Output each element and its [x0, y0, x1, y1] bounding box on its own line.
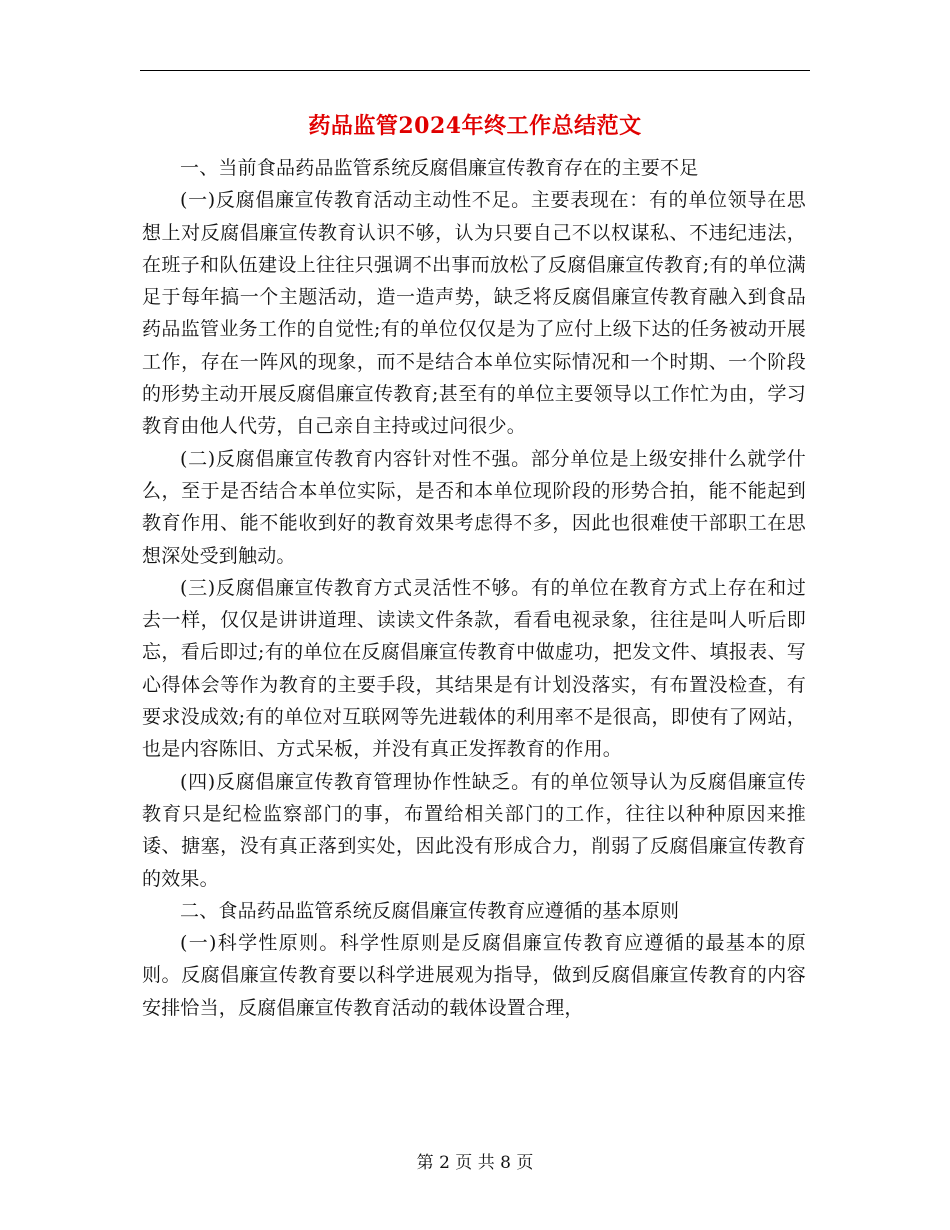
document-title: 药品监管2024年终工作总结范文 — [308, 113, 642, 139]
page-number-footer: 第 2 页 共 8 页 — [416, 1153, 534, 1173]
paragraph-5: (一)科学性原则。科学性原则是反腐倡廉宣传教育应遵循的最基本的原则。反腐倡廉宣传教育要以科学进展观为指导，做到反腐倡廉宣传教育的内容安排恰当，反腐倡廉宣传教育活动的载体设置合理， — [142, 932, 806, 1019]
heading-section-1: 一、当前食品药品监管系统反腐倡廉宣传教育存在的主要不足 — [180, 157, 699, 179]
heading-section-2: 二、食品药品监管系统反腐倡廉宣传教育应遵循的基本原则 — [180, 899, 680, 922]
paragraph-3: (三)反腐倡廉宣传教育方式灵活性不够。有的单位在教育方式上存在和过去一样，仅仅是讲讲道理、读读文件条款，看看电视录象，往往是叫人听后即忘，看后即过;有的单位在反腐倡廉宣传教育中做虚功，把发文件、填报表、写心得体会等作为教育的主要手段，其结果是有计划没落实，有布置没检查，有要求没成效;有的单位对互联网等先进载体的利用率不是很高，即使有了网站，也是内容陈旧、方式呆板，并没有真正发挥教育的作用。 — [142, 576, 806, 761]
header-rule — [140, 70, 810, 71]
paragraph-2: (二)反腐倡廉宣传教育内容针对性不强。部分单位是上级安排什么就学什么，至于是否结合本单位实际，是否和本单位现阶段的形势合拍，能不能起到教育作用、能不能收到好的教育效果考虑得不多，因此也很难使干部职工在思想深处受到触动。 — [142, 447, 806, 567]
paragraph-4: (四)反腐倡廉宣传教育管理协作性缺乏。有的单位领导认为反腐倡廉宣传教育只是纪检监察部门的事，布置给相关部门的工作，往往以种种原因来推诿、搪塞，没有真正落到实处，因此没有形成合力，削弱了反腐倡廉宣传教育的效果。 — [142, 770, 806, 890]
paragraph-1: (一)反腐倡廉宣传教育活动主动性不足。主要表现在：有的单位领导在思想上对反腐倡廉宣传教育认识不够，认为只要自己不以权谋私、不违纪违法，在班子和队伍建设上往往只强调不出事而放松了反腐倡廉宣传教育;有的单位满足于每年搞一个主题活动，造一造声势，缺乏将反腐倡廉宣传教育融入到食品药品监管业务工作的自觉性;有的单位仅仅是为了应付上级下达的任务被动开展工作，存在一阵风的现象，而不是结合本单位实际情况和一个时期、一个阶段的形势主动开展反腐倡廉宣传教育;甚至有的单位主要领导以工作忙为由，学习教育由他人代劳，自己亲自主持或过问很少。 — [142, 189, 806, 438]
document-body — [142, 152, 806, 1024]
